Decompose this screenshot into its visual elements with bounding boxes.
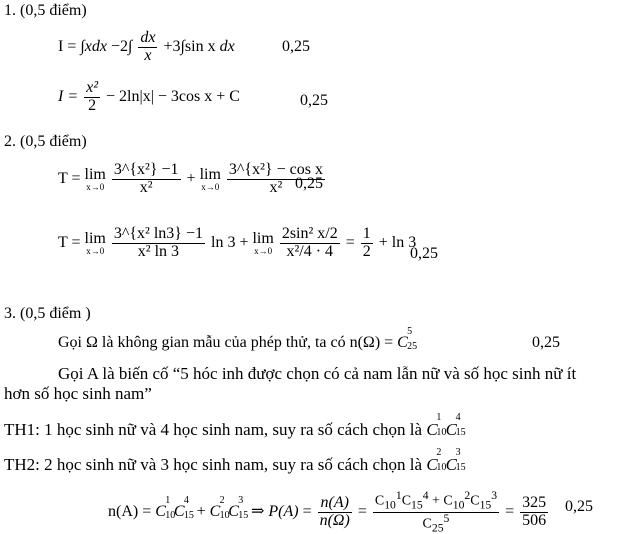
q2-score-2: 0,25	[410, 245, 438, 262]
q2-score-1: 0,25	[295, 175, 323, 192]
q3-score-final: 0,25	[565, 498, 593, 515]
q2-title: 2. (0,5 điểm)	[4, 133, 87, 150]
q2-formula-1: T = lim x→0 $\frac{\text{3\textasciicircum{}\{x²\} −1}}{\text{x²}}$ + lim x→0 $\frac{\text{3\textasciicircum{}\{x²\} − cos x}}{\text{x²}}$	[58, 161, 323, 196]
q1-formula-1: I = ∫xdx −2∫ $\frac{dx}{x}$ +3∫sin x dx	[58, 29, 235, 64]
q3-title: 3. (0,5 điểm )	[4, 305, 91, 322]
q2-formula-2: T = lim x→0 $\frac{\text{3\textasciicircum{}\{x² ln3\} −1}}{\text{x² ln 3}}$ ln 3 + lim x→0 $\frac{\text{2sin² x/2}}{\text{x²/4 · 4}}$ = $\frac{1}{2}$ + ln 3	[58, 225, 417, 260]
q1-title: 1. (0,5 điểm)	[4, 2, 87, 19]
q3-score-1: 0,25	[532, 334, 560, 351]
q3-paragraph-2a: Gọi A là biến cố “5 hóc inh được chọn có cả nam lẫn nữ và số học sinh nữ ít	[58, 364, 577, 383]
q3-case-1: TH1: 1 học sinh nữ và 4 học sinh nam, suy ra số cách chọn là C 1 10 C 4 15	[4, 412, 466, 439]
q1-score-1: 0,25	[282, 38, 310, 55]
q3-paragraph-1: Gọi Ω là không gian mẫu của phép thử, ta có n(Ω) = C 5 25	[58, 326, 418, 352]
q3-case-2: TH2: 2 học sinh nữ và 3 học sinh nam, suy ra số cách chọn là C 2 10 C 3 15	[4, 447, 466, 474]
q1-formula-2: I = $\frac{\text{x²}}{2}$ − 2ln|x| − 3cos x + C	[58, 79, 240, 114]
q3-final-formula: n(A) = C 1 10 C 4 15 + C 2 10 C 3 15 ⇒ P(A) = $\frac{n(A)}{n(\Omega)}$ = $\frac{C_{10}^1C_{15}^4 + C_{10}^2C_{15}^3}{C_{25}^5}$ = $\frac{325}{506}$	[108, 489, 547, 534]
q3-paragraph-2b: hơn số học sinh nam”	[4, 384, 152, 403]
q1-score-2: 0,25	[300, 92, 328, 109]
